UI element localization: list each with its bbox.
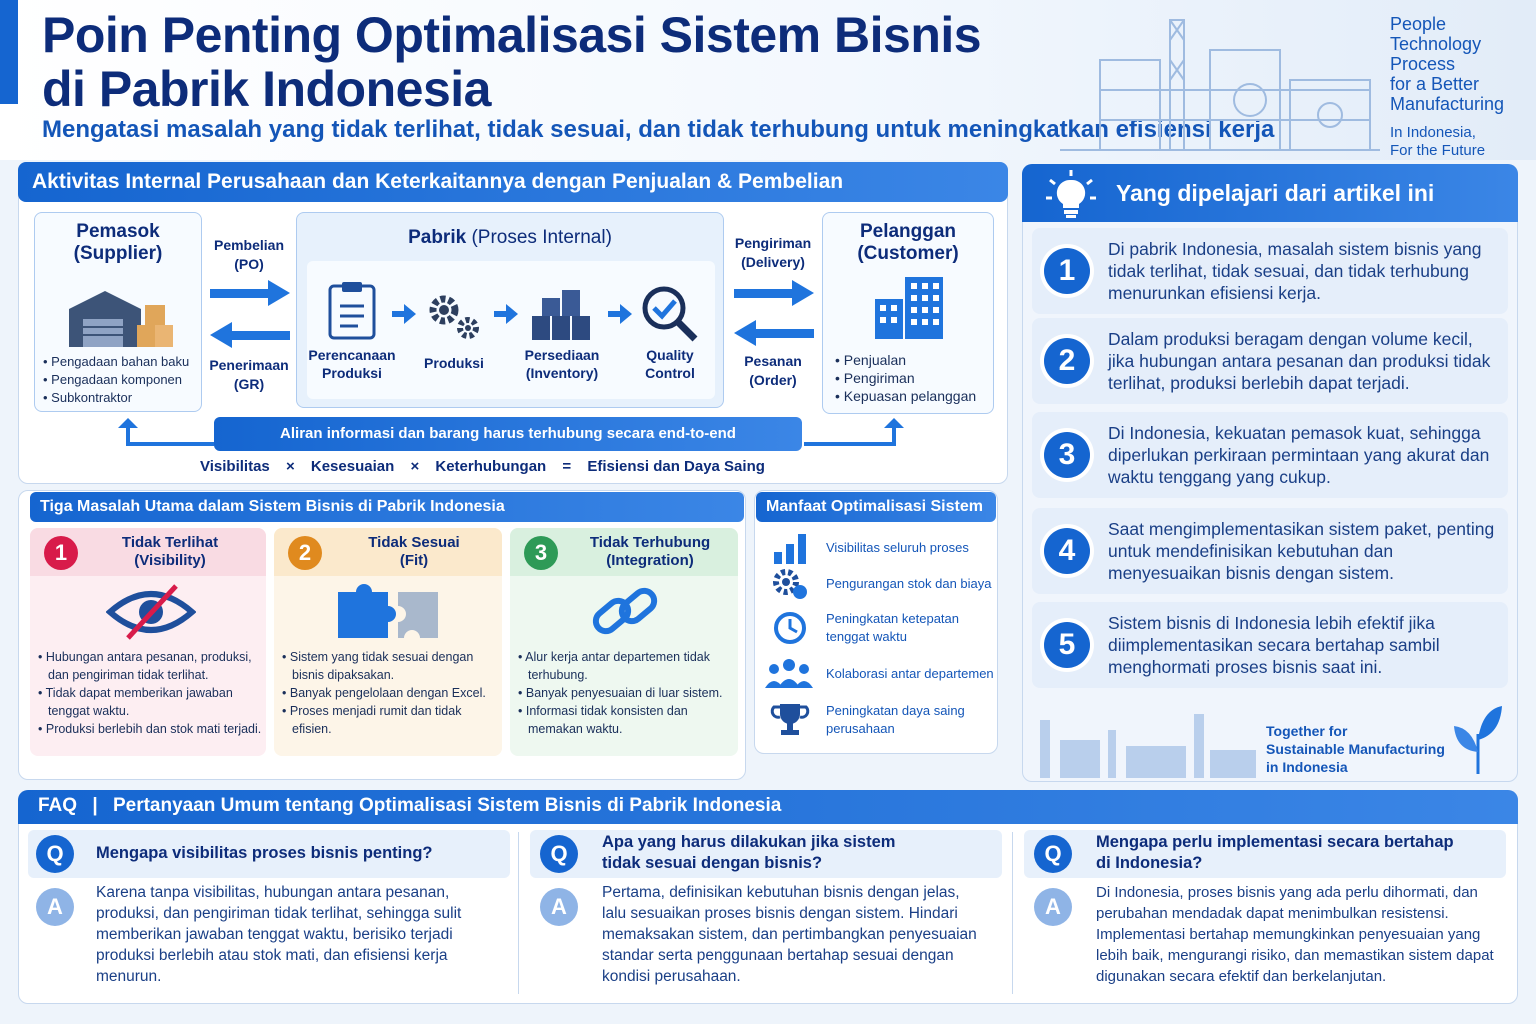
faq-answer: Karena tanpa visibilitas, hubungan antara pesanan, produksi, dan pengiriman tidak terlihat, sehingga sulit memberikan jawaban tenggat waktu, berisiko terjadi produksi berlebih atau stok mati, dan efisiensi kerja menurun. xyxy=(96,884,462,985)
faq-answer: Pertama, definisikan kebutuhan bisnis dengan jelas, lalu sesuaikan proses bisnis dengan sistem. Hindari memaksakan sistem, dan pertimbangkan penyesuaian standar serta penggunaan bertahap sesuai dengan kondisi perusahaan. xyxy=(602,884,977,985)
learning-number: 5 xyxy=(1044,622,1090,668)
clipboard-icon xyxy=(326,280,378,340)
faq-separator: | xyxy=(92,795,98,816)
order-label-line1: Pesanan xyxy=(744,353,802,369)
leaf-icon xyxy=(1452,704,1504,776)
page-title-line1: Poin Penting Optimalisasi Sistem Bisnis xyxy=(42,7,982,63)
problem-points xyxy=(282,648,500,738)
order-label-line2: (Order) xyxy=(749,372,797,388)
puzzle-icon xyxy=(334,584,444,640)
order-label xyxy=(728,352,818,390)
boxes-icon xyxy=(530,286,592,342)
faq-question: Apa yang harus dilakukan jika sistem tidak sesuai dengan bisnis? xyxy=(602,833,896,872)
step-label-line1: Perencanaan xyxy=(308,347,396,363)
step-production xyxy=(414,354,494,372)
small-arrow-icon xyxy=(608,304,632,324)
learning-item xyxy=(1032,508,1508,594)
tagline-line: Process xyxy=(1390,54,1456,74)
question-badge: Q xyxy=(36,835,74,873)
formula-operator: × xyxy=(285,458,295,475)
arrow-left-icon xyxy=(210,322,290,348)
sustain-line: Sustainable Manufacturing xyxy=(1266,741,1445,757)
small-arrow-icon xyxy=(494,304,518,324)
internal-activity-heading: Aktivitas Internal Perusahaan dan Keterkaitannya dengan Penjualan & Pembelian xyxy=(18,162,1008,202)
benefit-item xyxy=(770,698,1000,742)
sustain-line: Together for xyxy=(1266,723,1348,739)
faq-divider xyxy=(518,832,519,994)
supplier-title-line1: Pemasok xyxy=(76,221,160,242)
problem-title-line2: (Visibility) xyxy=(134,552,206,569)
learning-text: Dalam produksi beragam dengan volume kecil, jika hubungan antara pesanan dan produksi tidak terlihat, produksi berlebih dapat terjadi. xyxy=(1108,329,1491,393)
formula-term: Kesesuaian xyxy=(310,458,395,475)
answer-badge: A xyxy=(540,888,578,926)
delivery-label-line1: Pengiriman xyxy=(734,235,812,251)
benefit-text: Kolaborasi antar departemen xyxy=(826,666,994,681)
bar-chart-icon xyxy=(770,530,810,566)
arrow-right-icon xyxy=(734,280,814,306)
question-badge: Q xyxy=(540,835,578,873)
faq-question: Mengapa perlu implementasi secara bertahap di Indonesia? xyxy=(1096,833,1454,872)
faq-answer: Di Indonesia, proses bisnis yang ada perlu dihormati, dan perubahan mendadak dapat menimbulkan resistensi. Implementasi bertahap memungkinkan penyesuaian yang lebih baik, mengurangi risiko, dan memastikan sistem dapat digunakan secara efektif dan berkelanjutan. xyxy=(1096,884,1494,985)
page-title xyxy=(42,8,981,116)
benefit-item xyxy=(770,606,1000,650)
supplier-title-line2: (Supplier) xyxy=(73,243,163,264)
list-item: • Proses menjadi rumit dan tidak efisien. xyxy=(282,702,500,738)
formula-operator: × xyxy=(410,458,420,475)
learning-number: 4 xyxy=(1044,528,1090,574)
customer-title-line1: Pelanggan xyxy=(859,221,957,242)
learning-item xyxy=(1032,318,1508,404)
list-item: • Sistem yang tidak sesuai dengan bisnis dipaksakan. xyxy=(282,648,500,684)
customer-title xyxy=(823,221,993,265)
factory-skyline-illustration xyxy=(1030,700,1260,778)
tagline-line: People xyxy=(1390,14,1447,34)
formula-result: Efisiensi dan Daya Saing xyxy=(587,458,765,475)
trophy-icon xyxy=(770,702,810,738)
formula-term: Keterhubungan xyxy=(435,458,547,475)
tagline-line: for a Better xyxy=(1390,74,1480,94)
tagline-line: For the Future xyxy=(1390,142,1486,159)
factory-title-sub: (Proses Internal) xyxy=(471,227,612,248)
loop-arrow-left-icon xyxy=(114,418,214,452)
lightbulb-icon xyxy=(1044,168,1098,220)
problem-title-line2: (Integration) xyxy=(606,552,694,569)
list-item: • Banyak penyesuaian di luar sistem. xyxy=(518,684,736,702)
tagline-line: Manufacturing xyxy=(1390,94,1505,114)
receipt-label-line2: (GR) xyxy=(233,376,265,392)
gear-coin-icon xyxy=(770,566,810,602)
purchase-label xyxy=(206,236,292,274)
learning-text: Sistem bisnis di Indonesia lebih efektif jika diimplementasikan secara bertahap sambil menghormati proses bisnis saat ini. xyxy=(1108,613,1440,677)
step-label-line2: Control xyxy=(645,365,695,381)
benefits-heading: Manfaat Optimalisasi Sistem xyxy=(756,492,996,522)
purchase-label-line1: Pembelian xyxy=(213,237,285,253)
learning-text: Di pabrik Indonesia, masalah sistem bisnis yang tidak terlihat, tidak sesuai, dan tidak terhubung menurunkan efisiensi kerja. xyxy=(1108,239,1482,303)
sustain-line: in Indonesia xyxy=(1266,759,1348,775)
header xyxy=(0,0,1536,160)
arrow-left-icon xyxy=(734,320,814,346)
factory-title xyxy=(297,227,723,249)
learning-text: Saat mengimplementasikan sistem paket, penting untuk mendefinisikan kebutuhan dan menyesuaikan bisnis dengan sistem. xyxy=(1108,519,1495,583)
small-arrow-icon xyxy=(392,304,416,324)
problem-card-visibility xyxy=(30,528,266,756)
magnifier-check-icon xyxy=(640,284,700,342)
question-badge: Q xyxy=(1034,835,1072,873)
faq-divider xyxy=(1012,832,1013,994)
sustainability-tagline xyxy=(1266,722,1456,776)
factory-illustration xyxy=(1060,0,1380,160)
problem-number: 3 xyxy=(524,536,558,570)
benefit-text: Peningkatan daya saing perusahaan xyxy=(826,703,965,736)
list-item: • Informasi tidak konsisten dan memakan waktu. xyxy=(518,702,736,738)
benefit-text: Peningkatan ketepatan tenggat waktu xyxy=(826,611,959,644)
formula-operator: = xyxy=(562,458,572,475)
faq-heading xyxy=(18,790,1518,824)
problem-points xyxy=(38,648,264,738)
problem-title-line1: Tidak Terlihat xyxy=(121,534,219,551)
loop-arrow-right-icon xyxy=(804,418,908,452)
supplier-box xyxy=(34,212,202,412)
problem-title-line2: (Fit) xyxy=(399,552,429,569)
faq-label: FAQ xyxy=(38,795,78,816)
clock-icon xyxy=(770,610,810,646)
answer-badge: A xyxy=(1034,888,1072,926)
customer-list xyxy=(835,351,991,405)
purchase-label-line2: (PO) xyxy=(234,256,264,272)
step-production-planning xyxy=(306,346,398,382)
problem-title xyxy=(90,534,250,570)
list-item: • Subkontraktor xyxy=(43,389,203,407)
formula-term: Visibilitas xyxy=(200,458,270,475)
learning-text: Di Indonesia, kekuatan pemasok kuat, sehingga diperlukan perkiraan permintaan yang akurat dan waktu tenggang yang cukup. xyxy=(1108,423,1490,487)
faq-title: Pertanyaan Umum tentang Optimalisasi Sistem Bisnis di Pabrik Indonesia xyxy=(112,795,782,816)
team-icon xyxy=(764,656,814,692)
problem-title-line1: Tidak Terhubung xyxy=(589,534,711,551)
benefit-item xyxy=(770,562,1000,606)
list-item: • Banyak pengelolaan dengan Excel. xyxy=(282,684,500,702)
problem-title xyxy=(334,534,494,570)
list-item: • Kepuasan pelanggan xyxy=(835,387,991,405)
eye-slash-icon xyxy=(106,584,196,640)
list-item: • Pengadaan komponen xyxy=(43,371,203,389)
problem-number: 2 xyxy=(288,536,322,570)
problem-card-integration xyxy=(510,528,738,756)
customer-box xyxy=(822,212,994,414)
warehouse-icon xyxy=(65,279,175,349)
building-icon xyxy=(871,273,947,339)
answer-badge: A xyxy=(36,888,74,926)
list-item: • Pengadaan bahan baku xyxy=(43,353,203,371)
page-title-line2: di Pabrik Indonesia xyxy=(42,61,491,117)
problem-title-line1: Tidak Sesuai xyxy=(368,534,460,551)
receipt-label xyxy=(206,356,292,394)
benefit-text: Pengurangan stok dan biaya xyxy=(826,576,992,591)
step-label-line1: Quality xyxy=(646,347,694,363)
tagline-secondary xyxy=(1390,124,1530,160)
learning-item xyxy=(1032,412,1508,498)
step-quality-control xyxy=(628,346,712,382)
learning-number: 1 xyxy=(1044,248,1090,294)
list-item: • Produksi berlebih dan stok mati terjadi. xyxy=(38,720,264,738)
delivery-label xyxy=(728,234,818,272)
header-accent-bar xyxy=(0,0,18,104)
learning-item xyxy=(1032,228,1508,314)
learning-number: 3 xyxy=(1044,432,1090,478)
receipt-label-line1: Penerimaan xyxy=(209,357,289,373)
list-item: • Alur kerja antar departemen tidak terhubung. xyxy=(518,648,736,684)
chain-link-icon xyxy=(590,582,660,642)
delivery-label-line2: (Delivery) xyxy=(741,254,805,270)
supplier-title xyxy=(35,221,201,265)
list-item: • Hubungan antara pesanan, produksi, dan pengiriman tidak terlihat. xyxy=(38,648,264,684)
customer-title-line2: (Customer) xyxy=(857,243,959,264)
step-label-line1: Persediaan xyxy=(524,347,600,363)
tagline-line: In Indonesia, xyxy=(1390,124,1476,141)
supplier-list xyxy=(43,353,203,407)
step-label-line1: Produksi xyxy=(424,355,484,371)
gears-icon xyxy=(424,290,484,344)
faq-question: Mengapa visibilitas proses bisnis penting? xyxy=(96,844,433,862)
problem-points xyxy=(518,648,736,738)
page-subtitle: Mengatasi masalah yang tidak terlihat, tidak sesuai, dan tidak terhubung untuk meningkatkan efisiensi kerja xyxy=(42,116,1275,143)
problem-card-fit xyxy=(274,528,502,756)
tagline xyxy=(1390,14,1530,114)
flow-banner: Aliran informasi dan barang harus terhubung secara end-to-end xyxy=(214,417,802,451)
learning-number: 2 xyxy=(1044,338,1090,384)
learning-item xyxy=(1032,602,1508,688)
problems-heading: Tiga Masalah Utama dalam Sistem Bisnis di Pabrik Indonesia xyxy=(30,492,744,522)
problem-title xyxy=(570,534,730,570)
step-label-line2: Produksi xyxy=(322,365,382,381)
benefit-text: Visibilitas seluruh proses xyxy=(826,540,969,555)
step-label-line2: (Inventory) xyxy=(525,365,599,381)
list-item: • Penjualan xyxy=(835,351,991,369)
efficiency-formula xyxy=(200,458,777,475)
list-item: • Tidak dapat memberikan jawaban tenggat waktu. xyxy=(38,684,264,720)
learnings-heading: Yang dipelajari dari artikel ini xyxy=(1022,164,1518,222)
tagline-line: Technology xyxy=(1390,34,1482,54)
factory-title-main: Pabrik xyxy=(408,227,467,248)
step-inventory xyxy=(516,346,608,382)
list-item: • Pengiriman xyxy=(835,369,991,387)
arrow-right-icon xyxy=(210,280,290,306)
benefit-item xyxy=(770,652,1000,696)
problem-number: 1 xyxy=(44,536,78,570)
